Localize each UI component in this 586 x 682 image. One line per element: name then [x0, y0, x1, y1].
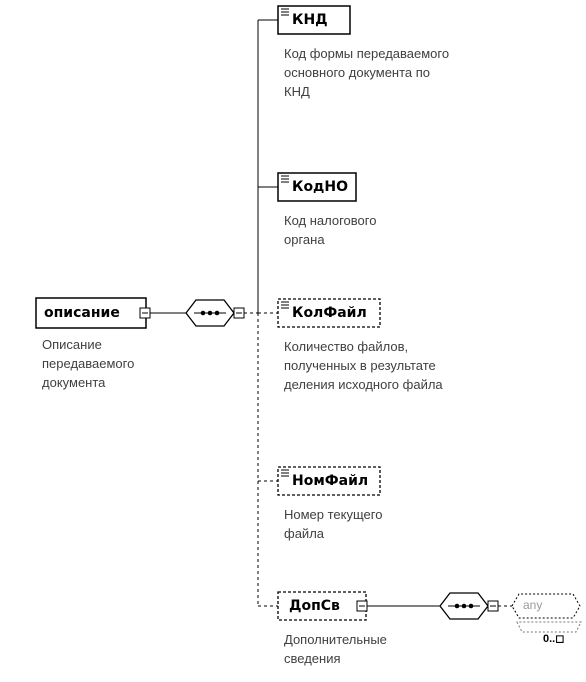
element-label-kodno: КодНО	[292, 179, 348, 195]
element-label-kolfail: КолФайл	[292, 305, 367, 321]
element-description-nomfail: Номер текущего файла	[284, 507, 383, 541]
any-occurrence-label: 0..◻	[543, 633, 565, 645]
any-stack-shadow	[517, 622, 581, 632]
any-element-label: any	[523, 598, 543, 612]
element-label-nomfail: НомФайл	[292, 473, 369, 489]
element-label-knd: КНД	[292, 12, 328, 28]
root-element-description: Описание передаваемого документа	[42, 337, 135, 390]
root-element-label: описание	[44, 305, 120, 321]
element-description-dopsv: Дополнительные сведения	[284, 632, 387, 666]
element-label-dopsv: ДопСв	[289, 598, 340, 614]
element-description-kolfail: Количество файлов, полученных в результате деления исходного файла	[284, 339, 443, 392]
element-description-kodno: Код налогового органа	[284, 213, 377, 247]
element-description-knd: Код формы передаваемого основного документа по КНД	[284, 46, 450, 99]
